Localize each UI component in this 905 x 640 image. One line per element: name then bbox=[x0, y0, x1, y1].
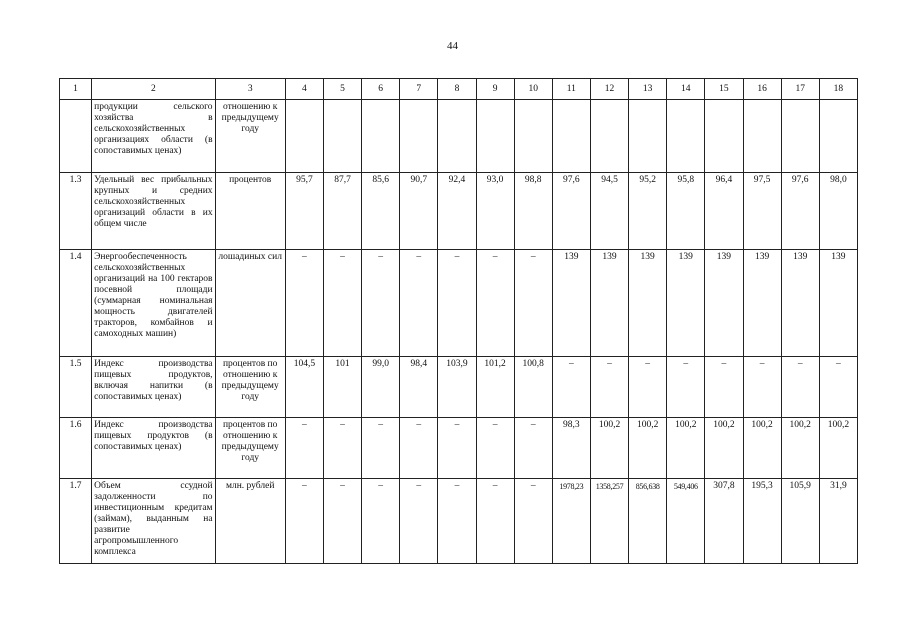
value-cell: 101 bbox=[323, 357, 361, 418]
row-index: 1.3 bbox=[60, 173, 92, 250]
value-cell: – bbox=[323, 479, 361, 564]
value-cell: – bbox=[743, 357, 781, 418]
column-header: 5 bbox=[323, 79, 361, 100]
value-cell: 87,7 bbox=[323, 173, 361, 250]
value-cell: – bbox=[362, 479, 400, 564]
value-cell: 90,7 bbox=[400, 173, 438, 250]
value-cell: 85,6 bbox=[362, 173, 400, 250]
value-cell: 139 bbox=[552, 250, 590, 357]
unit-of-measure: процентов по отношению к предыдущему году bbox=[215, 418, 285, 479]
value-cell: 1358,257 bbox=[590, 479, 628, 564]
row-index bbox=[60, 100, 92, 173]
value-cell bbox=[400, 100, 438, 173]
value-cell: 98,4 bbox=[400, 357, 438, 418]
value-cell: 139 bbox=[705, 250, 743, 357]
indicator-name: Объем ссудной задолженности по инвестиционным кредитам (займам), выданным на развитие агропромышленного комплекса bbox=[92, 479, 215, 564]
column-header: 6 bbox=[362, 79, 400, 100]
value-cell: – bbox=[400, 250, 438, 357]
value-cell: – bbox=[285, 418, 323, 479]
indicator-name: Индекс производства пищевых продуктов, включая напитки (в сопоставимых ценах) bbox=[92, 357, 215, 418]
value-cell: 139 bbox=[743, 250, 781, 357]
unit-of-measure: млн. рублей bbox=[215, 479, 285, 564]
value-cell: 97,5 bbox=[743, 173, 781, 250]
value-cell: 100,2 bbox=[705, 418, 743, 479]
value-cell: – bbox=[514, 250, 552, 357]
value-cell: – bbox=[705, 357, 743, 418]
value-cell: 97,6 bbox=[781, 173, 819, 250]
row-index: 1.7 bbox=[60, 479, 92, 564]
value-cell: 92,4 bbox=[438, 173, 476, 250]
value-cell: 100,2 bbox=[667, 418, 705, 479]
indicator-name: продукции сельского хозяйства в сельскохозяйственных организациях области (в сопоставимых ценах) bbox=[92, 100, 215, 173]
value-cell: 549,406 bbox=[667, 479, 705, 564]
value-cell bbox=[819, 100, 857, 173]
table-row bbox=[60, 479, 858, 564]
value-cell bbox=[781, 100, 819, 173]
indicator-name: Индекс производства пищевых продуктов (в сопоставимых ценах) bbox=[92, 418, 215, 479]
table-row bbox=[60, 418, 858, 479]
value-cell bbox=[362, 100, 400, 173]
column-header: 17 bbox=[781, 79, 819, 100]
value-cell: 98,3 bbox=[552, 418, 590, 479]
row-index: 1.5 bbox=[60, 357, 92, 418]
column-header: 8 bbox=[438, 79, 476, 100]
column-header: 16 bbox=[743, 79, 781, 100]
value-cell: – bbox=[438, 250, 476, 357]
value-cell: – bbox=[667, 357, 705, 418]
value-cell bbox=[552, 100, 590, 173]
value-cell: 95,2 bbox=[629, 173, 667, 250]
value-cell: 96,4 bbox=[705, 173, 743, 250]
value-cell: 100,2 bbox=[781, 418, 819, 479]
value-cell: – bbox=[781, 357, 819, 418]
value-cell: 103,9 bbox=[438, 357, 476, 418]
value-cell: – bbox=[362, 418, 400, 479]
value-cell: – bbox=[552, 357, 590, 418]
value-cell: 139 bbox=[629, 250, 667, 357]
value-cell bbox=[705, 100, 743, 173]
value-cell bbox=[285, 100, 323, 173]
value-cell: 95,8 bbox=[667, 173, 705, 250]
column-header: 15 bbox=[705, 79, 743, 100]
value-cell: 31,9 bbox=[819, 479, 857, 564]
value-cell: 139 bbox=[667, 250, 705, 357]
unit-of-measure: лошадиных сил bbox=[215, 250, 285, 357]
value-cell: – bbox=[514, 418, 552, 479]
column-header: 2 bbox=[92, 79, 215, 100]
column-header: 12 bbox=[590, 79, 628, 100]
column-header: 7 bbox=[400, 79, 438, 100]
value-cell bbox=[514, 100, 552, 173]
value-cell: 94,5 bbox=[590, 173, 628, 250]
indicator-name: Удельный вес прибыльных крупных и средних сельскохозяйственных организаций области в их общем числе bbox=[92, 173, 215, 250]
value-cell: 98,0 bbox=[819, 173, 857, 250]
value-cell: – bbox=[438, 479, 476, 564]
unit-of-measure: процентов по отношению к предыдущему году bbox=[215, 357, 285, 418]
value-cell: – bbox=[438, 418, 476, 479]
value-cell bbox=[590, 100, 628, 173]
value-cell: – bbox=[514, 479, 552, 564]
column-header: 4 bbox=[285, 79, 323, 100]
value-cell: – bbox=[629, 357, 667, 418]
row-index: 1.6 bbox=[60, 418, 92, 479]
value-cell: 95,7 bbox=[285, 173, 323, 250]
value-cell: – bbox=[476, 250, 514, 357]
value-cell: 93,0 bbox=[476, 173, 514, 250]
value-cell: 105,9 bbox=[781, 479, 819, 564]
column-header: 9 bbox=[476, 79, 514, 100]
value-cell: 98,8 bbox=[514, 173, 552, 250]
value-cell: 1978,23 bbox=[552, 479, 590, 564]
value-cell: 100,2 bbox=[629, 418, 667, 479]
column-header: 13 bbox=[629, 79, 667, 100]
table-row bbox=[60, 357, 858, 418]
value-cell: – bbox=[476, 418, 514, 479]
header-row bbox=[60, 79, 858, 100]
value-cell: 100,2 bbox=[590, 418, 628, 479]
value-cell bbox=[667, 100, 705, 173]
value-cell: 139 bbox=[781, 250, 819, 357]
page-number: 44 bbox=[447, 40, 458, 52]
table-row bbox=[60, 173, 858, 250]
indicators-table bbox=[59, 78, 858, 564]
table-row bbox=[60, 100, 858, 173]
indicator-name: Энергообеспеченность сельскохозяйственных организаций на 100 гектаров посевной площади (суммарная номинальная мощность двигателей тракторов, комбайнов и самоходных машин) bbox=[92, 250, 215, 357]
row-index: 1.4 bbox=[60, 250, 92, 357]
value-cell: 139 bbox=[819, 250, 857, 357]
value-cell: 139 bbox=[590, 250, 628, 357]
table-row bbox=[60, 250, 858, 357]
value-cell: – bbox=[362, 250, 400, 357]
value-cell: 856,638 bbox=[629, 479, 667, 564]
value-cell: – bbox=[400, 418, 438, 479]
value-cell: 97,6 bbox=[552, 173, 590, 250]
value-cell: – bbox=[819, 357, 857, 418]
value-cell bbox=[323, 100, 361, 173]
column-header: 1 bbox=[60, 79, 92, 100]
value-cell: 195,3 bbox=[743, 479, 781, 564]
value-cell: 104,5 bbox=[285, 357, 323, 418]
value-cell: – bbox=[285, 479, 323, 564]
value-cell: 100,8 bbox=[514, 357, 552, 418]
unit-of-measure: процентов bbox=[215, 173, 285, 250]
value-cell: 101,2 bbox=[476, 357, 514, 418]
column-header: 18 bbox=[819, 79, 857, 100]
column-header: 3 bbox=[215, 79, 285, 100]
value-cell: – bbox=[590, 357, 628, 418]
value-cell: 100,2 bbox=[819, 418, 857, 479]
value-cell bbox=[743, 100, 781, 173]
value-cell bbox=[476, 100, 514, 173]
column-header: 14 bbox=[667, 79, 705, 100]
value-cell bbox=[438, 100, 476, 173]
value-cell: – bbox=[476, 479, 514, 564]
value-cell: 307,8 bbox=[705, 479, 743, 564]
value-cell bbox=[629, 100, 667, 173]
value-cell: 99,0 bbox=[362, 357, 400, 418]
value-cell: – bbox=[400, 479, 438, 564]
value-cell: 100,2 bbox=[743, 418, 781, 479]
unit-of-measure: отношению к предыдущему году bbox=[215, 100, 285, 173]
column-header: 11 bbox=[552, 79, 590, 100]
value-cell: – bbox=[285, 250, 323, 357]
column-header: 10 bbox=[514, 79, 552, 100]
value-cell: – bbox=[323, 250, 361, 357]
value-cell: – bbox=[323, 418, 361, 479]
